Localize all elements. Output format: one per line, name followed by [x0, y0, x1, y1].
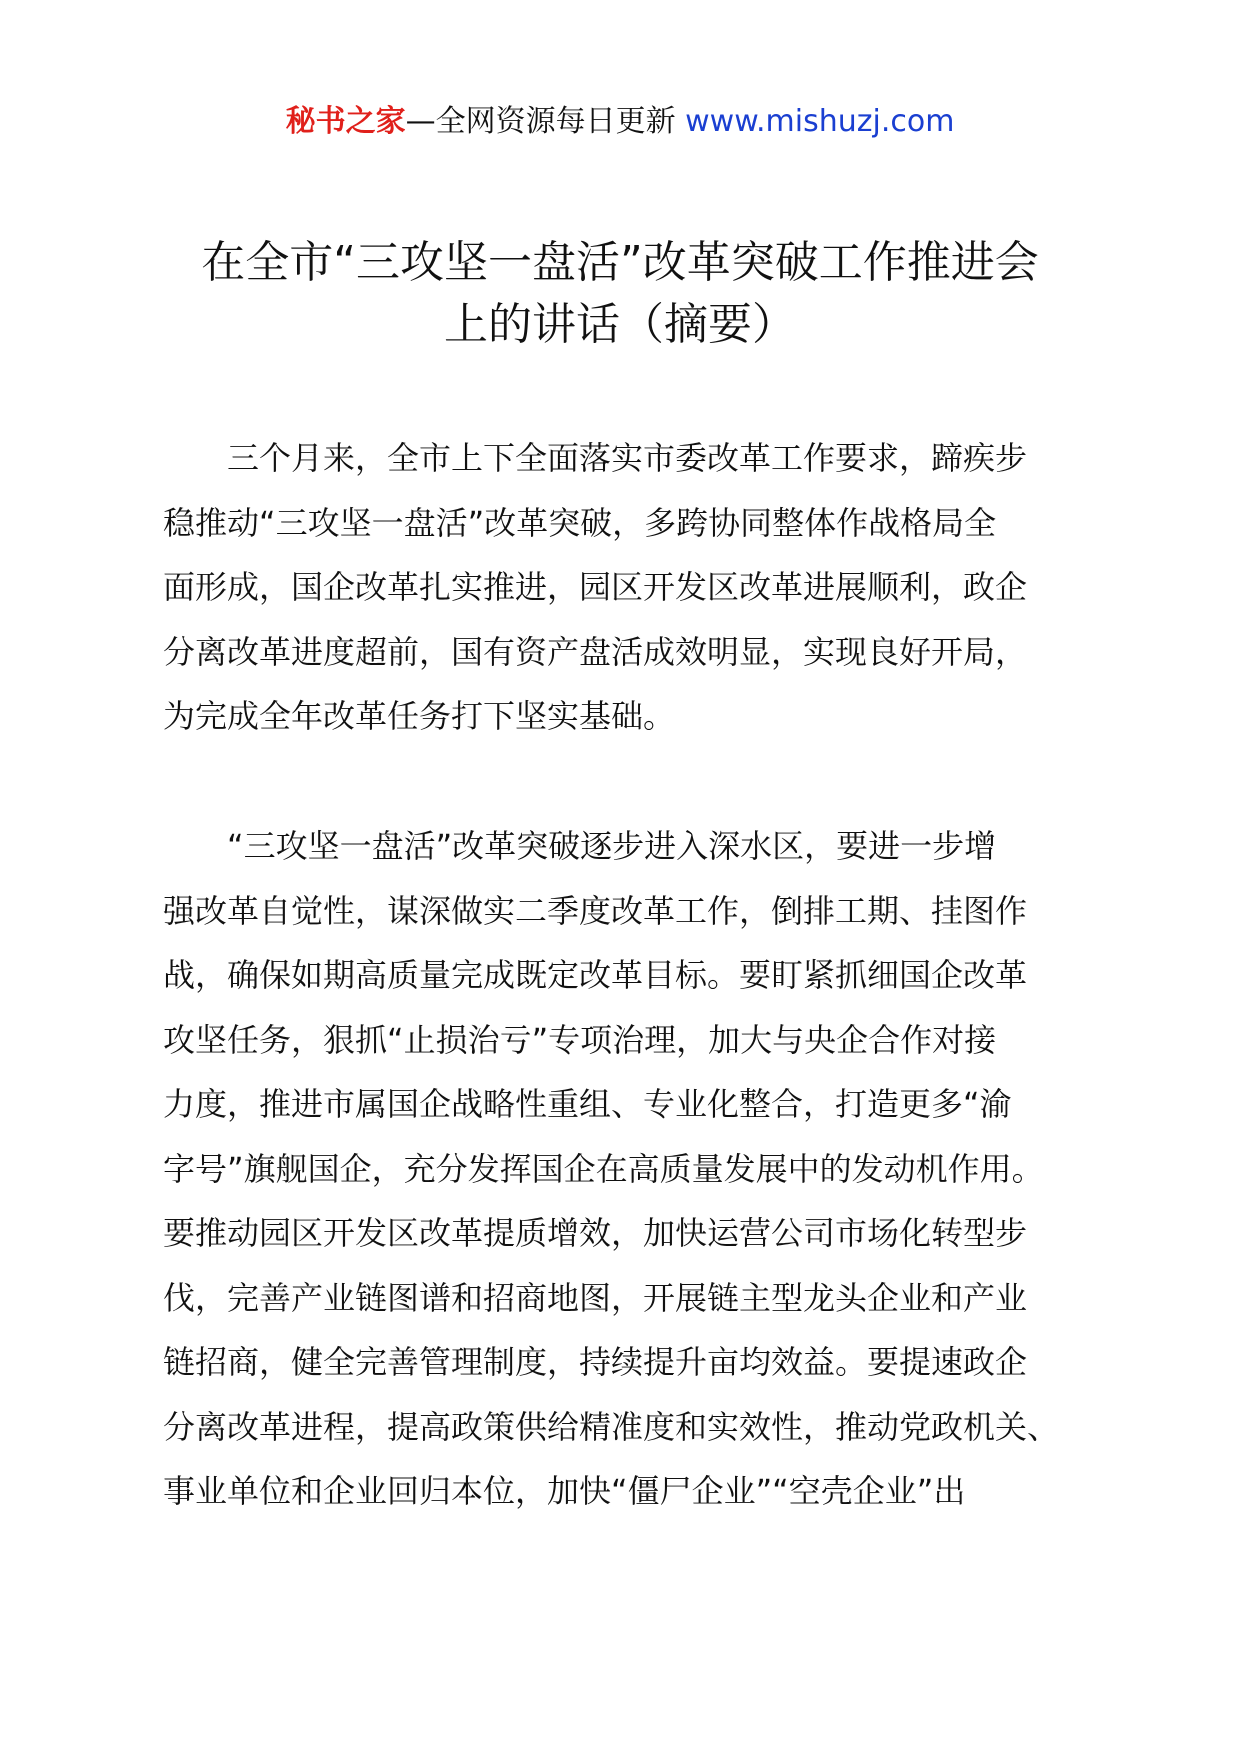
paragraph-line: 事业单位和企业回归本位，加快“僵尸企业”“空壳企业”出 — [163, 1472, 966, 1510]
paragraph-line: 分离改革进程，提高政策供给精准度和实效性，推动党政机关、 — [163, 1407, 1060, 1446]
paragraph-line: 三个月来，全市上下全面落实市委改革工作要求，蹄疾步 — [163, 439, 1028, 477]
paragraph-line: 要推动园区开发区改革提质增效，加快运营公司市场化转型步 — [163, 1214, 1028, 1252]
paragraph-line: 分离改革进度超前，国有资产盘活成效明显，实现良好开局， — [163, 632, 1028, 671]
paragraph-2 — [163, 814, 1085, 1524]
paragraph-line: 链招商，健全完善管理制度，持续提升亩均效益。要提速政企 — [163, 1343, 1028, 1381]
title-line: 上的讲话（摘要） — [444, 299, 796, 350]
site-url-link[interactable]: www.mishuzj.com — [685, 104, 955, 139]
paragraph-line: 强改革自觉性，谋深做实二季度改革工作，倒排工期、挂图作 — [163, 891, 1028, 930]
paragraph-line: 字号”旗舰国企，充分发挥国企在高质量发展中的发动机作用。 — [163, 1149, 1044, 1188]
document-title — [140, 232, 1100, 356]
site-header — [0, 100, 1240, 144]
paragraph-line: “三攻坚一盘活”改革突破逐步进入深水区，要进一步增 — [163, 827, 997, 865]
paragraph-line: 面形成，国企改革扎实推进，园区开发区改革进展顺利，政企 — [163, 568, 1028, 606]
paragraph-line: 攻坚任务，狠抓“止损治亏”专项治理，加大与央企合作对接 — [163, 1020, 997, 1059]
paragraph-1 — [163, 426, 1085, 749]
paragraph-line: 稳推动“三攻坚一盘活”改革突破，多跨协同整体作战格局全 — [163, 503, 997, 542]
title-line: 在全市“三攻坚一盘活”改革突破工作推进会 — [201, 237, 1039, 288]
brand-name: 秘书之家 — [285, 104, 406, 139]
paragraph-line: 伐，完善产业链图谱和招商地图，开展链主型龙头企业和产业 — [163, 1278, 1028, 1317]
header-tagline: —全网资源每日更新 — [405, 104, 676, 139]
paragraph-line: 力度，推进市属国企战略性重组、专业化整合，打造更多“渝 — [163, 1085, 1012, 1123]
paragraph-line: 为完成全年改革任务打下坚实基础。 — [163, 697, 676, 735]
paragraph-line: 战，确保如期高质量完成既定改革目标。要盯紧抓细国企改革 — [163, 956, 1028, 994]
